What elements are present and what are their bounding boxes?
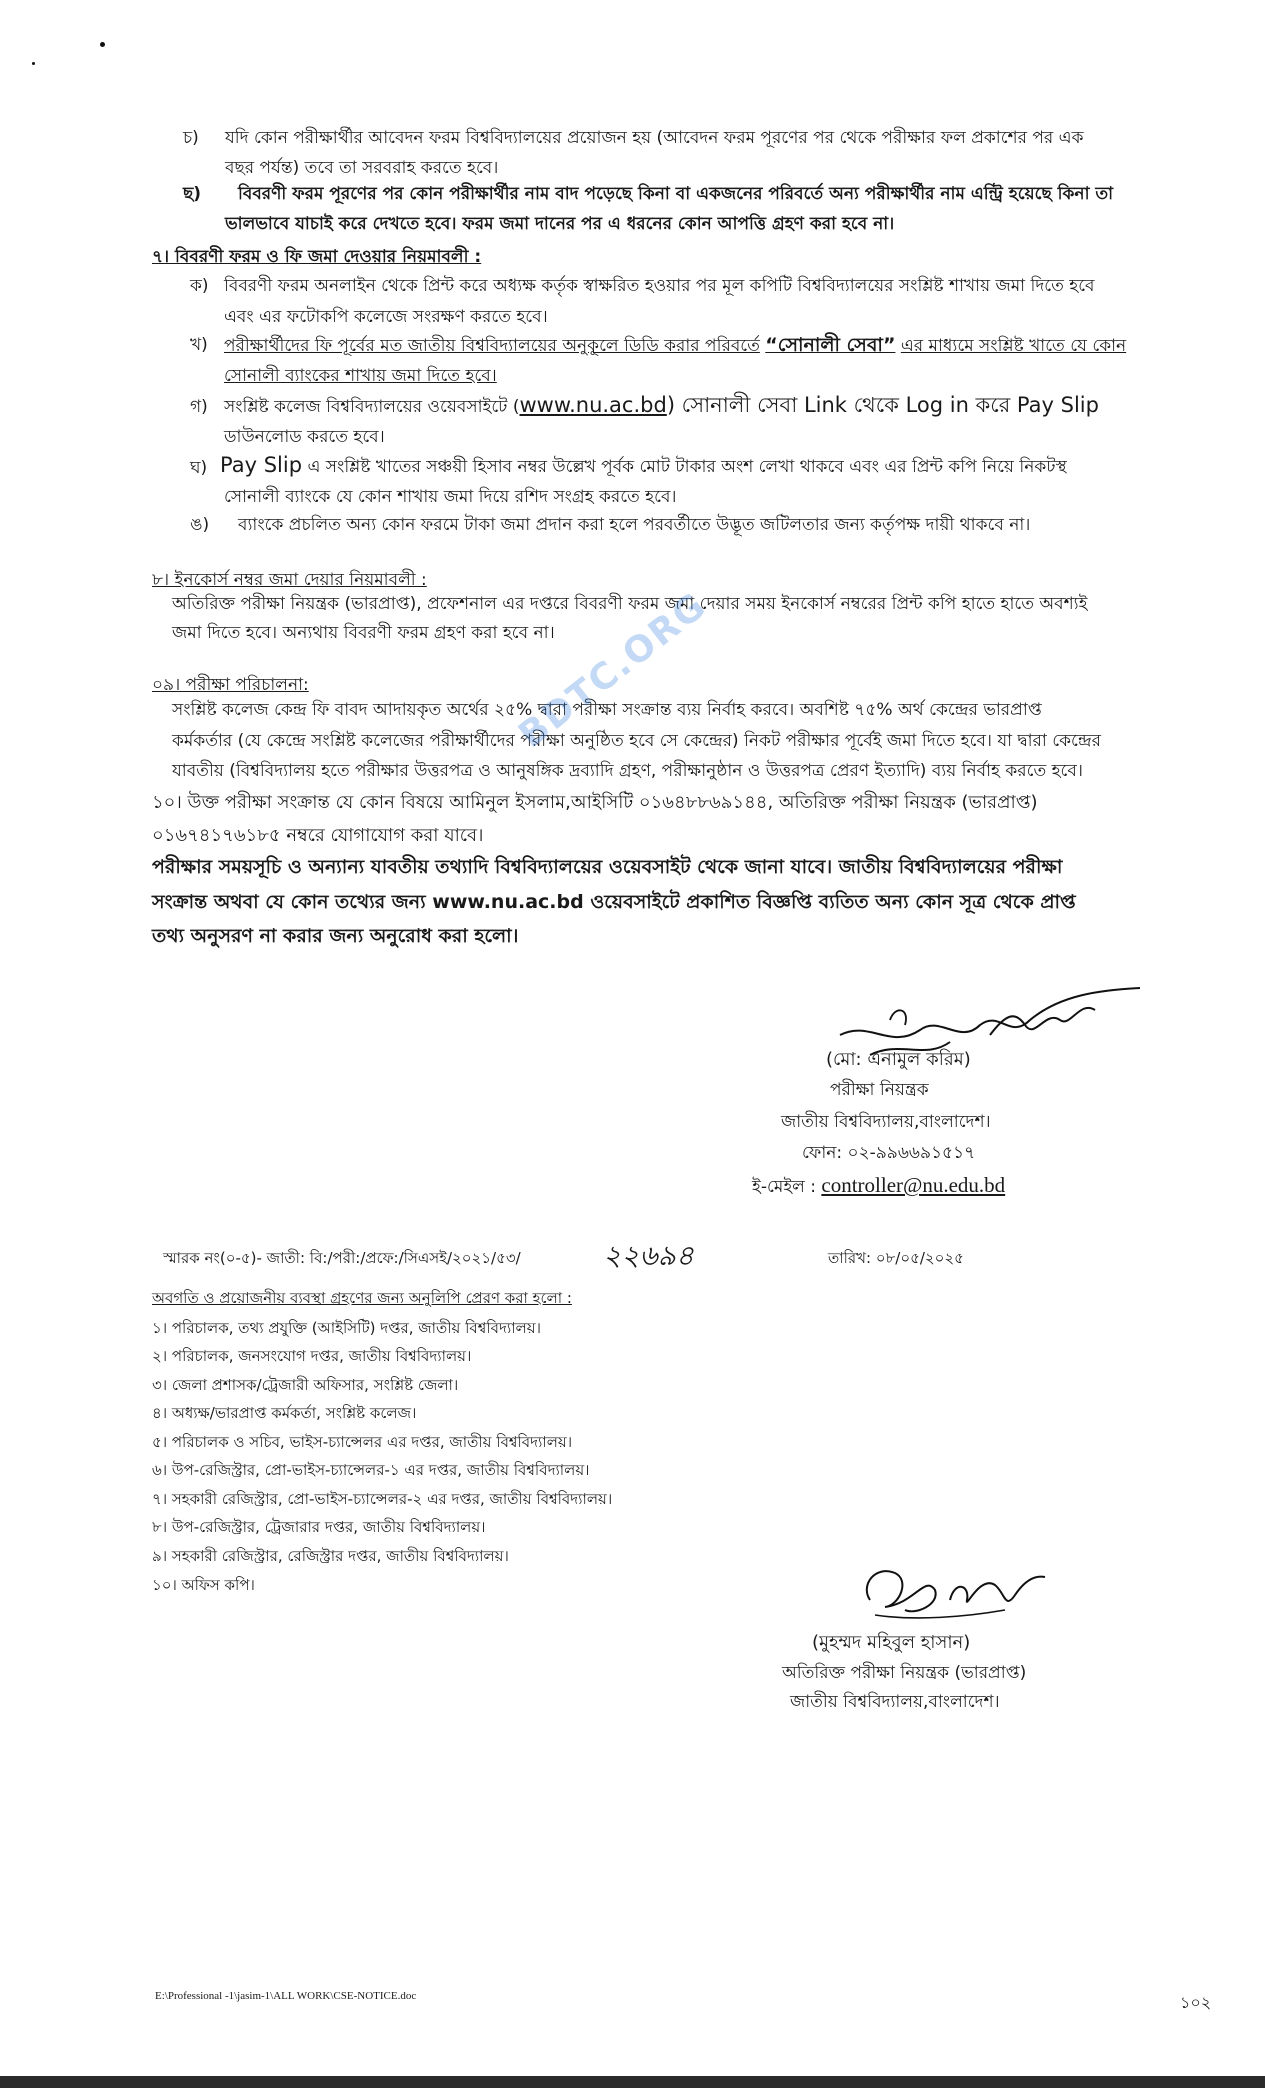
- memo-reference: স্মারক নং(০-৫)- জাতী: বি:/পরী:/প্রফে:/সিএসই/২০২১/৫৩/: [163, 1249, 521, 1267]
- paragraph-line: [224, 395, 1099, 417]
- signatory-name: (মো: এনামুল করিম): [826, 1049, 971, 1070]
- paragraph-line: বিবরণী ফরম পূরণের পর কোন পরীক্ষার্থীর নাম বাদ পড়েছে কিনা বা একজনের পরিবর্তে অন্য পরীক্ষার্থীর নাম এন্ট্রি হয়েছে কিনা তা: [238, 184, 1114, 204]
- signatory-name: (মুহম্মদ মহিবুল হাসান): [812, 1632, 971, 1653]
- memo-date: তারিখ: ০৮/০৫/২০২৫: [828, 1249, 964, 1267]
- signatory-title: অতিরিক্ত পরীক্ষা নিয়ন্ত্রক (ভারপ্রাপ্ত): [782, 1663, 1027, 1683]
- paragraph-line: সংশ্লিষ্ট কলেজ কেন্দ্র ফি বাবদ আদায়কৃত অর্থের ২৫% দ্বারা পরীক্ষা সংক্রান্ত ব্যয় নির্বাহ করবে। অবশিষ্ট ৭৫% অর্থ কেন্দ্রের ভারপ্রাপ্ত: [172, 700, 1042, 720]
- paragraph-line: যাবতীয় (বিশ্ববিদ্যালয় হতে পরীক্ষার উত্তরপত্র ও আনুষঙ্গিক দ্রব্যাদি গ্রহণ, পরীক্ষানুষ্ঠান ও উত্তরপত্র প্রেরণ ইত্যাদি) ব্যয় নির্বাহ করতে হবে।: [172, 761, 1083, 781]
- paragraph-line: [224, 335, 1126, 356]
- paragraph-line: সোনালী ব্যাংকের শাখায় জমা দিতে হবে।: [224, 366, 497, 386]
- signatory-phone: ফোন: ০২-৯৯৬৬৯১৫১৭: [802, 1143, 976, 1163]
- paragraph-line: [220, 455, 1067, 477]
- item-label: ক): [190, 276, 209, 296]
- scan-speck: [100, 42, 105, 47]
- text-run: পরীক্ষার্থীদের ফি পূর্বের মত জাতীয় বিশ্ববিদ্যালয়ের অনুকূলে ডিডি করার পরিবর্তে: [224, 336, 760, 356]
- paragraph-line: ১০। উক্ত পরীক্ষা সংক্রান্ত যে কোন বিষয়ে আমিনুল ইসলাম,আইসিটি ০১৬৪৮৮৬৯১৪৪, অতিরিক্ত পরীক্ষা নিয়ন্ত্রক (ভারপ্রাপ্ত): [152, 792, 1038, 813]
- paragraph-line: যদি কোন পরীক্ষার্থীর আবেদন ফরম বিশ্ববিদ্যালয়ের প্রয়োজন হয় (আবেদন ফরম পূরণের পর থেকে পরীক্ষার ফল প্রকাশের পর এক: [225, 128, 1084, 148]
- signatory-title: পরীক্ষা নিয়ন্ত্রক: [830, 1080, 929, 1100]
- text-run: Pay Slip: [220, 453, 303, 477]
- page-number: ১০২: [1180, 1993, 1212, 2012]
- watermark: BDTC.ORG: [511, 584, 715, 757]
- section-heading: ৭। বিবরণী ফরম ও ফি জমা দেওয়ার নিয়মাবলী :: [152, 247, 482, 267]
- copies-heading: অবগতি ও প্রয়োজনীয় ব্যবস্থা গ্রহণের জন্য অনুলিপি প্রেরণ করা হলো :: [152, 1289, 572, 1307]
- paragraph-line: বছর পর্যন্ত) তবে তা সরবরাহ করতে হবে।: [225, 158, 499, 178]
- list-item: ৫। পরিচালক ও সচিব, ভাইস-চ্যান্সেলর এর দপ্তর, জাতীয় বিশ্ববিদ্যালয়।: [152, 1433, 573, 1451]
- final-notice-line: তথ্য অনুসরণ না করার জন্য অনুরোধ করা হলো।: [152, 925, 519, 947]
- list-item: ৩। জেলা প্রশাসক/ট্রেজারী অফিসার, সংশ্লিষ্ট জেলা।: [152, 1376, 459, 1394]
- paragraph-line: অতিরিক্ত পরীক্ষা নিয়ন্ত্রক (ভারপ্রাপ্ত), প্রফেশনাল এর দপ্তরে বিবরণী ফরম জমা দেয়ার সময় ইনকোর্স নম্বরের প্রিন্ট কপি হাতে হাতে অবশ্যই: [172, 594, 1088, 614]
- signature-additional-controller: [855, 1555, 1055, 1630]
- list-item: ১। পরিচালক, তথ্য প্রযুক্তি (আইসিটি) দপ্তর, জাতীয় বিশ্ববিদ্যালয়।: [152, 1319, 541, 1337]
- paragraph-line: ডাউনলোড করতে হবে।: [224, 427, 385, 447]
- scan-border: [0, 2076, 1265, 2088]
- signatory-email-row: [752, 1175, 1005, 1197]
- signatory-org: জাতীয় বিশ্ববিদ্যালয়,বাংলাদেশ।: [790, 1692, 1000, 1712]
- list-item: ২। পরিচালক, জনসংযোগ দপ্তর, জাতীয় বিশ্ববিদ্যালয়।: [152, 1347, 472, 1365]
- paragraph-line: জমা দিতে হবে। অন্যথায় বিবরণী ফরম গ্রহণ করা হবে না।: [172, 623, 555, 643]
- scan-speck: [32, 62, 35, 65]
- list-item: ৮। উপ-রেজিস্ট্রার, ট্রেজারার দপ্তর, জাতীয় বিশ্ববিদ্যালয়।: [152, 1518, 486, 1536]
- list-item: ৪। অধ্যক্ষ/ভারপ্রাপ্ত কর্মকর্তা, সংশ্লিষ্ট কলেজ।: [152, 1404, 417, 1422]
- email-link[interactable]: controller@nu.edu.bd: [821, 1173, 1006, 1197]
- list-item: ৯। সহকারী রেজিস্ট্রার, রেজিস্ট্রার দপ্তর, জাতীয় বিশ্ববিদ্যালয়।: [152, 1547, 509, 1565]
- item-label: ছ): [183, 184, 202, 204]
- signatory-org: জাতীয় বিশ্ববিদ্যালয়,বাংলাদেশ।: [781, 1112, 991, 1132]
- list-item: ১০। অফিস কপি।: [152, 1576, 255, 1594]
- item-label: গ): [190, 397, 208, 417]
- file-path: E:\Professional -1\jasim-1\ALL WORK\CSE-NOTICE.doc: [155, 1990, 417, 2002]
- paragraph-line: ব্যাংকে প্রচলিত অন্য কোন ফরমে টাকা জমা প্রদান করা হলে পরবর্তীতে উদ্ভূত জটিলতার জন্য কর্তৃপক্ষ দায়ী থাকবে না।: [238, 515, 1031, 535]
- section-heading: ০৯। পরীক্ষা পরিচালনা:: [152, 675, 309, 695]
- website-link[interactable]: www.nu.ac.bd: [519, 393, 667, 417]
- list-item: ৬। উপ-রেজিস্ট্রার, প্রো-ভাইস-চ্যান্সেলর-১ এর দপ্তর, জাতীয় বিশ্ববিদ্যালয়।: [152, 1461, 590, 1479]
- email-label: ই-মেইল :: [752, 1177, 816, 1197]
- paragraph-line: কর্মকর্তার (যে কেন্দ্রে সংশ্লিষ্ট কলেজের পরীক্ষার্থীদের পরীক্ষা অনুষ্ঠিত হবে সে কেন্দ্রের) নিকট পরীক্ষার পূর্বেই জমা দিতে হবে। যা দ্বারা কেন্দ্রের: [172, 731, 1101, 751]
- final-notice-line: সংক্রান্ত অথবা যে কোন তথ্যের জন্য www.nu.ac.bd ওয়েবসাইটে প্রকাশিত বিজ্ঞপ্তি ব্যতিত অন্য কোন সূত্র থেকে প্রাপ্ত: [152, 891, 1076, 913]
- text-run: সংশ্লিষ্ট কলেজ বিশ্ববিদ্যালয়ের ওয়েবসাইটে (: [224, 397, 520, 417]
- item-label: ঘ): [190, 458, 208, 478]
- final-notice-line: পরীক্ষার সময়সূচি ও অন্যান্য যাবতীয় তথ্যাদি বিশ্ববিদ্যালয়ের ওয়েবসাইট থেকে জানা যাবে। জাতীয় বিশ্ববিদ্যালয়ের পরীক্ষা: [152, 856, 1063, 878]
- memo-number-handwritten: ২২৬৯৪: [603, 1239, 694, 1272]
- emphasis-text: “সোনালী সেবা”: [765, 334, 896, 356]
- paragraph-line: এবং এর ফটোকপি কলেজে সংরক্ষণ করতে হবে।: [224, 307, 548, 327]
- list-item: ৭। সহকারী রেজিস্ট্রার, প্রো-ভাইস-চ্যান্সেলর-২ এর দপ্তর, জাতীয় বিশ্ববিদ্যালয়।: [152, 1490, 613, 1508]
- paragraph-line: ভালভাবে যাচাই করে দেখতে হবে। ফরম জমা দানের পর এ ধরনের কোন আপত্তি গ্রহণ করা হবে না।: [225, 214, 895, 234]
- item-label: খ): [190, 335, 208, 355]
- paragraph-line: সোনালী ব্যাংকে যে কোন শাখায় জমা দিয়ে রশিদ সংগ্রহ করতে হবে।: [224, 487, 677, 507]
- section-heading: ৮। ইনকোর্স নম্বর জমা দেয়ার নিয়মাবলী :: [152, 570, 427, 590]
- text-run: ) সোনালী সেবা Link থেকে Log in করে Pay Slip: [666, 393, 1099, 417]
- text-run: এ সংশ্লিষ্ট খাতের সঞ্চয়ী হিসাব নম্বর উল্লেখ পূর্বক মোট টাকার অংশ লেখা থাকবে এবং এর প্রিন্ট কপি নিয়ে নিকটস্থ: [307, 457, 1067, 477]
- item-label: ঙ): [190, 515, 210, 535]
- paragraph-line: ০১৬৭৪১৭৬১৮৫ নম্বরে যোগাযোগ করা যাবে।: [152, 825, 484, 846]
- paragraph-line: বিবরণী ফরম অনলাইন থেকে প্রিন্ট করে অধ্যক্ষ কর্তৃক স্বাক্ষরিত হওয়ার পর মূল কপিটি বিশ্ববিদ্যালয়ের সংশ্লিষ্ট শাখায় জমা দিতে হবে: [224, 276, 1095, 296]
- text-run: এর মাধ্যমে সংশ্লিষ্ট খাতে যে কোন: [900, 336, 1127, 356]
- item-label: চ): [183, 128, 199, 148]
